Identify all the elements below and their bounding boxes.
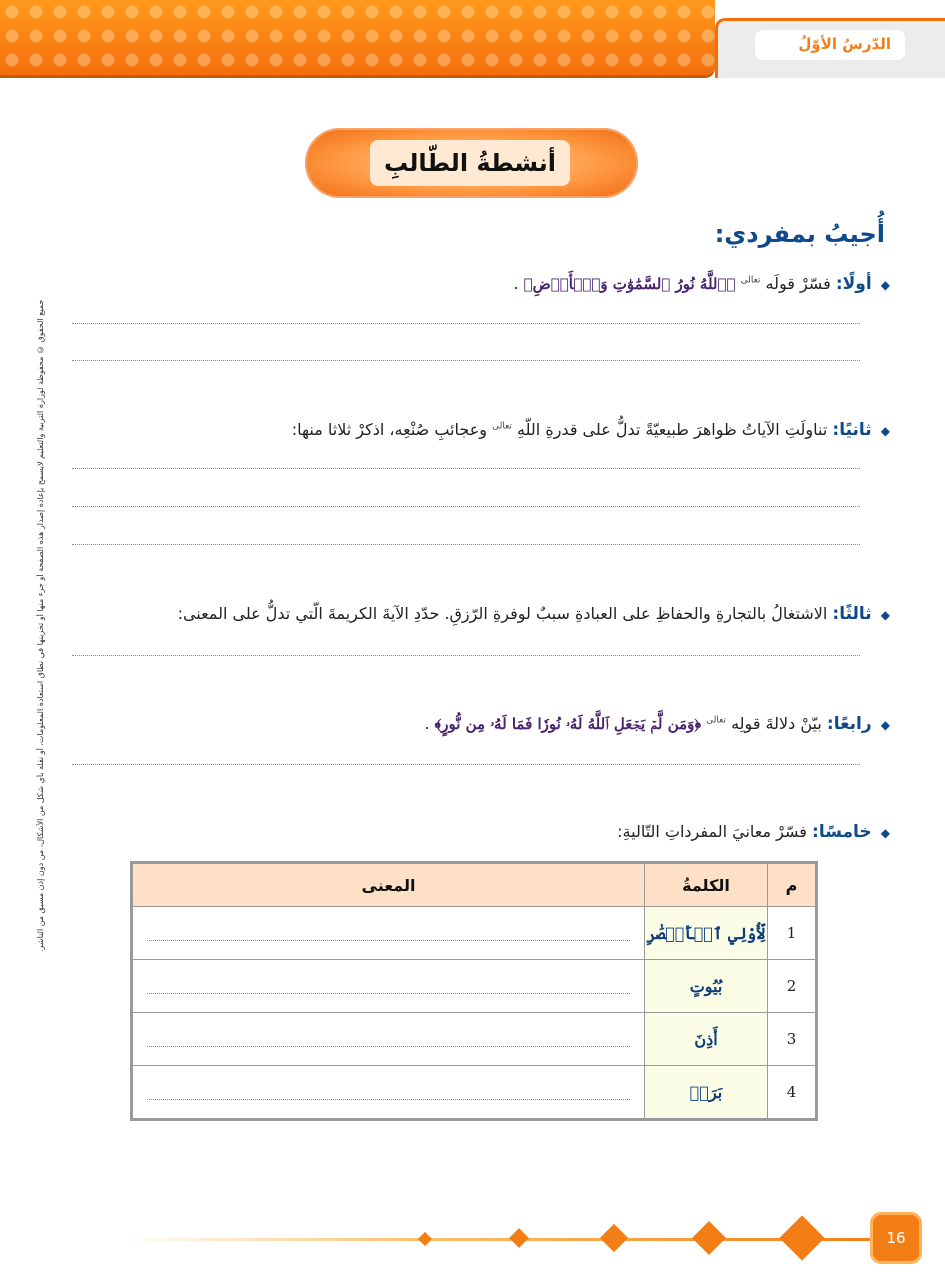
question-5 [617,822,890,842]
meaning-answer-field[interactable] [132,960,645,1013]
quran-verse: ﴿وَمَن لَّمۡ يَجۡعَلِ ٱللَّهُ لَهُۥ نُورٗا فَمَا لَهُۥ مِن نُّورٍ﴾ [434,715,702,733]
section-title: أُجيبُ بمفردي: [714,220,885,248]
table-row [132,907,817,960]
question-2 [292,420,890,440]
star-ornament-icon [779,1215,824,1260]
vocab-word: أَذِنَ [645,1013,768,1066]
column-header-word: الكلمةُ [645,863,768,907]
answer-line[interactable] [72,323,860,324]
meaning-answer-field[interactable] [132,907,645,960]
vocab-word: بُيُوتٍ [645,960,768,1013]
diamond-bullet-icon: ◆ [880,278,890,292]
column-header-index: م [768,863,817,907]
row-index: 3 [768,1013,817,1066]
answer-line[interactable] [72,544,860,545]
answer-line[interactable] [72,655,860,656]
lesson-label: الدّرسُ الأوّلُ [755,30,905,60]
question-text: فسّرْ معانيَ المفرداتِ التّاليةِ: [617,822,807,841]
table-header-row [132,863,817,907]
question-3 [178,604,890,624]
star-ornament-icon [692,1221,726,1255]
question-1 [513,274,890,294]
ta-ala-mark: تعالى [706,715,726,726]
answer-line[interactable] [72,506,860,507]
table-row [132,1013,817,1066]
diamond-bullet-icon: ◆ [880,424,890,438]
diamond-bullet-icon: ◆ [880,718,890,732]
page-number: 16 [873,1215,919,1261]
star-ornament-icon [600,1224,628,1252]
question-number: ثانيًا: [832,420,872,440]
table-row [132,1066,817,1120]
table-row [132,960,817,1013]
top-decorative-banner [0,0,715,78]
question-text: تناولَتِ الآياتُ ظواهرَ طبيعيّةً تدلُّ على قدرةِ اللّهِ [517,420,828,439]
row-index: 2 [768,960,817,1013]
activities-title: أنشطةُ الطّالبِ [370,140,570,186]
quran-verse: ﴿ٱللَّهُ نُورُ ٱلسَّمَٰوَٰتِ وَٱلۡأَرۡضِ﴾ [523,275,736,293]
diamond-bullet-icon: ◆ [880,826,890,840]
question-number: خامسًا: [812,822,872,842]
answer-line[interactable] [72,764,860,765]
vocab-word: لِّأُوْلِي ٱلۡأَبۡصَٰرِ [645,907,768,960]
question-text: الاشتغالُ بالتجارةِ والحفاظِ على العبادةِ سببٌ لوفرةِ الرّزقِ. حدّدِ الآيةَ الكريمةَ الّتي تدلُّ على المعنى: [177,604,828,623]
vocab-word: بَرَدٖ [645,1066,768,1120]
column-header-meaning: المعنى [132,863,645,907]
question-ending: . [513,274,519,293]
footer-decorative-line [120,1238,880,1241]
answer-line[interactable] [72,360,860,361]
question-number: أولًا: [835,274,872,294]
question-text: بيّنْ دلالةَ قولِه [731,714,822,733]
question-text: وعجائبِ صُنْعِه، اذكرْ ثلاثا منها: [291,420,487,439]
meaning-answer-field[interactable] [132,1013,645,1066]
ta-ala-mark: تعالى [492,421,512,432]
ta-ala-mark: تعالى [740,275,761,286]
vocabulary-table [130,861,818,1121]
answer-line[interactable] [72,468,860,469]
row-index: 4 [768,1066,817,1120]
copyright-side-note: جميع الحقوق © محفوظة لوزارة التربية والتعليم لايسمح بإعادة إصدار هذه الصفحة أو جزء منها أو تخزينها في نطاق استعادة المعلومات، أو نقله بأي شكل من الأشكال، من دون إذن مسبق من الناشر. [36,300,45,953]
star-ornament-icon [418,1232,432,1246]
meaning-answer-field[interactable] [132,1066,645,1120]
question-number: رابعًا: [826,714,872,734]
row-index: 1 [768,907,817,960]
question-ending: . [424,714,430,733]
diamond-bullet-icon: ◆ [880,608,890,622]
star-ornament-icon [509,1228,529,1248]
question-text: فسّرْ قولَه [765,274,831,293]
question-4 [424,714,890,734]
question-number: ثالثًا: [832,604,872,624]
